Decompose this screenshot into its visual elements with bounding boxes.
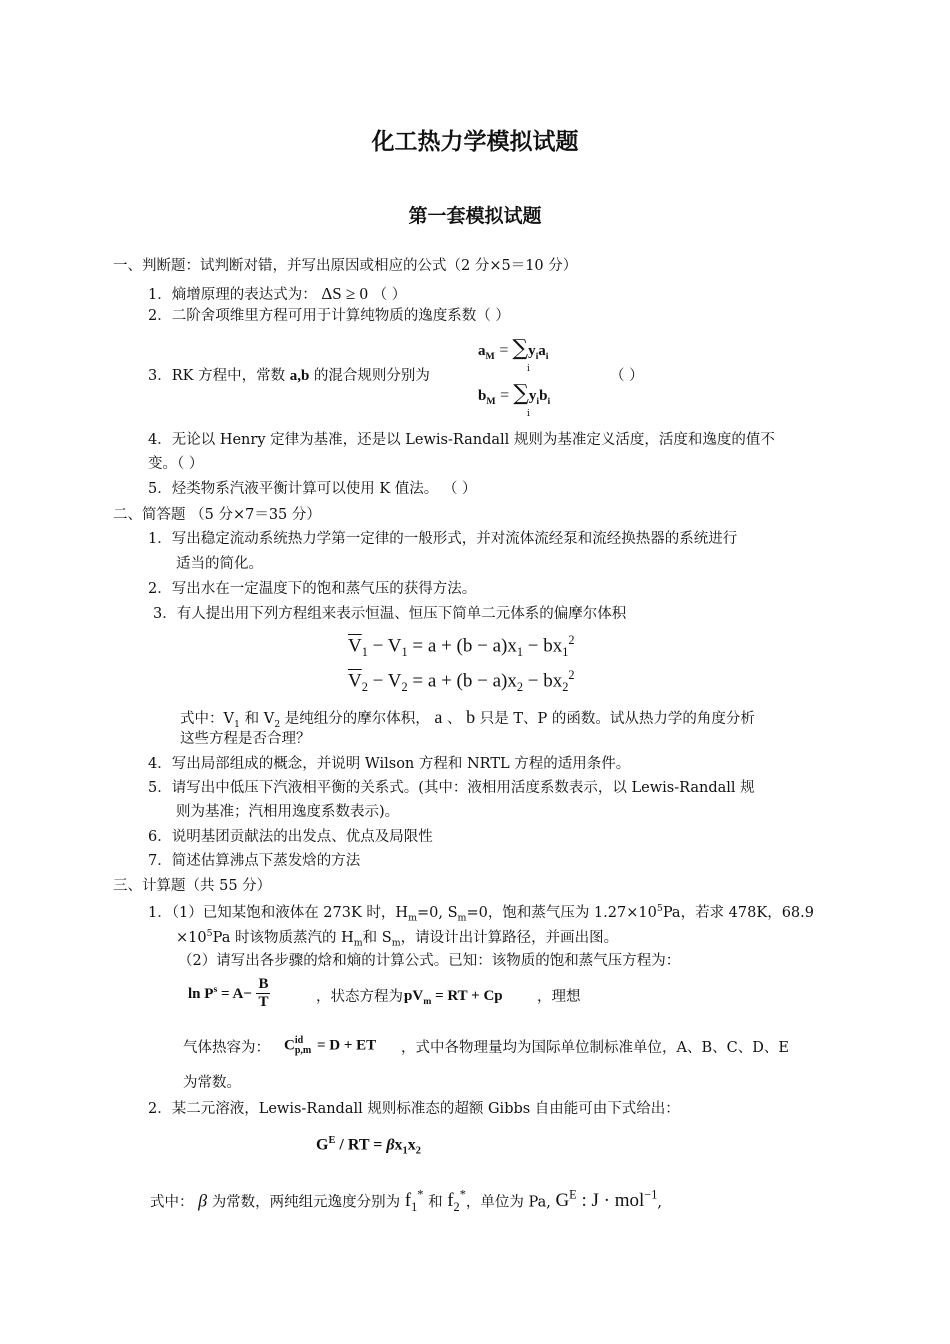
s1-question-2: 2．二阶舍项维里方程可用于计算纯物质的逸度系数（ ）	[148, 308, 510, 324]
rk-mixing-rule-a: $a_M = \sum y_ia_i$	[478, 336, 549, 362]
s3-q2-note: 式中： β 为常数，两纯组元逸度分别为 $f_1^*$ 和 $f_2^*$，单位为 Pa, $G^E$ : J · mol$^{-1}$,	[150, 1188, 663, 1215]
section-2-heading: 二、简答题 （5 分×7＝35 分）	[113, 507, 321, 523]
excess-gibbs-equation: $G^E$ / RT = $\beta x_1x_2$	[316, 1135, 421, 1157]
s3-question-1-part-2: （2）请写出各步骤的焓和熵的计算公式。已知：该物质的饱和蒸气压方程为：	[178, 953, 681, 969]
s1-q3-vars: a,b	[289, 368, 310, 384]
partial-molar-volume-equation-1: $\overline{V}_1 - V_1 = a + (b - a)x_1 - bx_1^2$	[348, 633, 575, 660]
s2-question-4: 4．写出局部组成的概念，并说明 Wilson 方程和 NRTL 方程的适用条件。	[148, 756, 631, 772]
s1-q3-blank: （ ）	[610, 368, 644, 384]
s3-question-2: 2．某二元溶液，Lewis-Randall 规则标准态的超额 Gibbs 自由能可由下式给出：	[148, 1101, 680, 1117]
s1-question-5: 5．烃类物系汽液平衡计算可以使用 K 值法。 （ ）	[148, 481, 477, 497]
s2-question-1-line-1: 1．写出稳定流动系统热力学第一定律的一般形式，并对流体流经泵和流经换热器的系统进行	[148, 531, 738, 547]
s1-question-3	[148, 369, 430, 384]
s2-question-7: 7．简述估算沸点下蒸发焓的方法	[148, 853, 361, 869]
vapor-pressure-equation: $\ln P^s = A-$ $\frac{B}{T}$	[188, 976, 269, 1011]
s2-question-3: 3．有人提出用下列方程组来表示恒温、恒压下简单二元体系的偏摩尔体积	[153, 606, 627, 622]
s1-q1-blank: （ ）	[372, 287, 407, 303]
section-3-heading: 三、计算题（共 55 分）	[113, 878, 272, 894]
s1-question-4-line-1: 4．无论以 Henry 定律为基准，还是以 Lewis-Randall 规则为基准定义活度，活度和逸度的值不	[148, 432, 775, 448]
cp-tail-text: ，式中各物理量均为国际单位制标准单位，A、B、C、D、E	[401, 1040, 789, 1056]
s2-question-5-line-1: 5．请写出中低压下汽液相平衡的关系式。(其中：液相用活度系数表示，以 Lewis-Randall 规	[148, 780, 755, 796]
partial-molar-volume-equation-2: $\overline{V}_2 - V_2 = a + (b - a)x_2 - bx_2^2$	[348, 668, 575, 695]
s2-q3-note: 式中：$V_1$ 和 $V_2$ 是纯组分的摩尔体积， a 、 b 只是 T、P 的函数。试从热力学的角度分析	[180, 707, 755, 730]
s2-question-2: 2．写出水在一定温度下的饱和蒸气压的获得方法。	[148, 581, 477, 597]
s2-question-6: 6．说明基团贡献法的出发点、优点及局限性	[148, 829, 433, 845]
s3-question-1-line-1: 1．（1）已知某饱和液体在 273K 时，$H_m=0$, $S_m=0$，饱和蒸气压为 $1.27\times 10^5Pa$，若求 478K，68.9	[148, 903, 814, 924]
s1-q3-text2: 的混合规则分别为	[313, 368, 430, 384]
s2-question-1-line-2: 适当的简化。	[176, 556, 263, 572]
state-equation-text: ，状态方程为:	[316, 989, 408, 1005]
ideal-gas-heat-capacity-equation: C id p,m = D + ET	[284, 1035, 377, 1056]
section-1-heading: 一、判断题：试判断对错，并写出原因或相应的公式（2 分×5＝10 分）	[113, 258, 578, 274]
s1-q3-text: 3．RK 方程中，常数	[148, 368, 286, 384]
constants-text: 为常数。	[183, 1075, 241, 1091]
rk-mixing-rule-b: $b_M = \sum y_ib_i$	[478, 381, 551, 407]
s1-question-4-line-2: 变。（ ）	[148, 456, 204, 472]
s2-question-5-line-2: 则为基准；汽相用逸度系数表示)。	[176, 804, 400, 820]
s1-q1-text: 1．熵增原理的表达式为：	[148, 287, 317, 303]
s2-q3-note-line-2: 这些方程是否合理？	[180, 731, 311, 747]
cp-lead-text: 气体热容为：	[183, 1040, 270, 1056]
ideal-text: ，理想	[537, 989, 581, 1005]
state-equation: $pV_m$ = RT + Cp	[404, 988, 503, 1007]
s1-q1-formula: ΔS ≥ 0	[321, 284, 369, 303]
s1-question-1	[148, 285, 406, 303]
document-subtitle: 第一套模拟试题	[408, 205, 542, 227]
s3-question-1-line-2: $\times 10^5Pa$ 时该物质蒸汽的 $H_m$和 $S_m$，请设计出计算路径，并画出图。	[176, 928, 619, 949]
document-title: 化工热力学模拟试题	[371, 128, 579, 155]
